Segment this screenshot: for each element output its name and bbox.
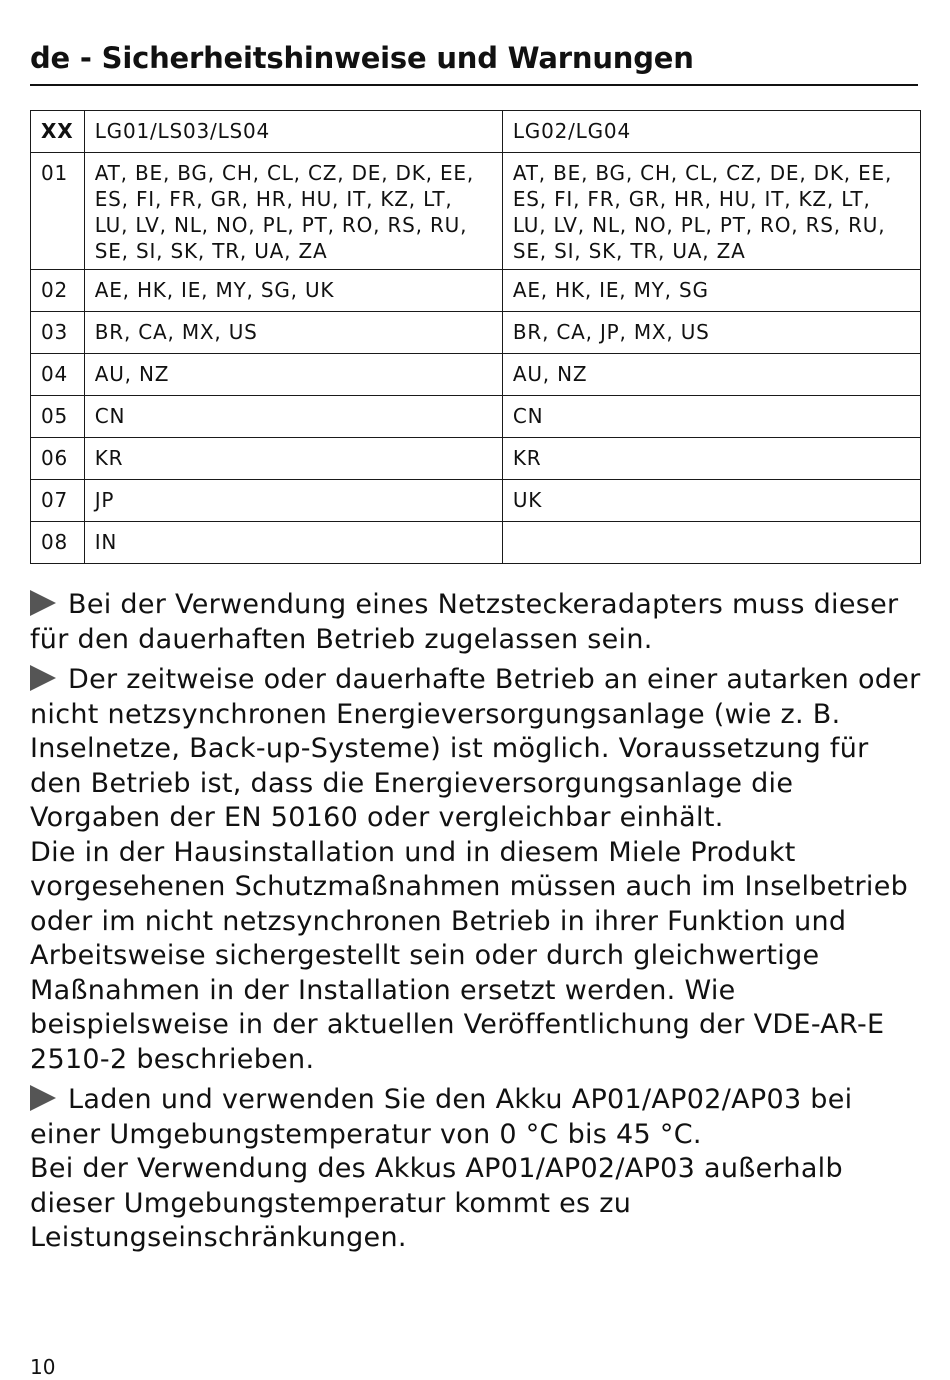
row-countries-cell: IN <box>84 522 502 564</box>
row-countries-cell: AU, NZ <box>502 354 920 396</box>
table-header-row <box>31 111 921 153</box>
table-row <box>31 354 921 396</box>
safety-instructions <box>30 588 925 1262</box>
table-row <box>31 522 921 564</box>
header-cell-code: XX <box>31 111 85 153</box>
arrow-right-icon <box>30 665 56 691</box>
row-countries-cell: BR, CA, JP, MX, US <box>502 312 920 354</box>
table-row <box>31 480 921 522</box>
instruction-text: Laden und verwenden Sie den Akku AP01/AP02/AP03 bei einer Umgebungstemperatur von 0 °C bis 45 °C. <box>30 1084 853 1150</box>
row-code-cell: 03 <box>31 312 85 354</box>
row-countries-cell: AE, HK, IE, MY, SG <box>502 270 920 312</box>
instruction-text: Bei der Verwendung eines Netzsteckeradapters muss dieser für den dauerhaften Betrieb zugelassen sein. <box>30 589 899 655</box>
row-countries-cell: KR <box>84 438 502 480</box>
row-code-cell: 08 <box>31 522 85 564</box>
instruction-battery-continuation: Bei der Verwendung des Akkus AP01/AP02/AP03 außerhalb dieser Umgebungstemperatur kommt es zu Leistungseinschränkungen. <box>30 1153 843 1253</box>
row-code-cell: 07 <box>31 480 85 522</box>
title-divider <box>30 84 918 86</box>
row-countries-cell: UK <box>502 480 920 522</box>
row-code-cell: 05 <box>31 396 85 438</box>
header-cell-lg02-lg04: LG02/LG04 <box>502 111 920 153</box>
row-countries-cell: AU, NZ <box>84 354 502 396</box>
header-cell-lg01-ls03-ls04: LG01/LS03/LS04 <box>84 111 502 153</box>
row-code-cell: 04 <box>31 354 85 396</box>
table-row <box>31 396 921 438</box>
instruction-text: Der zeitweise oder dauerhafte Betrieb an einer autarken oder nicht netzsynchronen Energieversorgungsanlage (wie z. B. Inselnetze, Back-up-Systeme) ist möglich. Voraussetzung für den Betrieb ist, dass die Energieversorgungsanlage die Vorgaben der EN 50160 oder vergleichbar einhält. <box>30 664 921 833</box>
instruction-battery-temperature <box>30 1083 925 1152</box>
row-countries-cell: BR, CA, MX, US <box>84 312 502 354</box>
row-countries-cell: JP <box>84 480 502 522</box>
row-code-cell: 02 <box>31 270 85 312</box>
row-countries-cell: CN <box>84 396 502 438</box>
row-countries-cell: AE, HK, IE, MY, SG, UK <box>84 270 502 312</box>
page-title: de - Sicherheitshinweise und Warnungen <box>30 41 694 75</box>
row-countries-cell: AT, BE, BG, CH, CL, CZ, DE, DK, EE, ES, FI, FR, GR, HR, HU, IT, KZ, LT, LU, LV, NL, NO, PL, PT, RO, RS, RU, SE, SI, SK, TR, UA, ZA <box>502 153 920 270</box>
table-row <box>31 153 921 270</box>
table-row <box>31 438 921 480</box>
instruction-power-adapter <box>30 588 925 657</box>
row-countries-cell: CN <box>502 396 920 438</box>
instruction-offgrid-operation <box>30 663 925 836</box>
instruction-offgrid-continuation: Die in der Hausinstallation und in diesem Miele Produkt vorgesehenen Schutzmaßnahmen müssen auch im Inselbetrieb oder im nicht netzsynchronen Betrieb in ihrer Funktion und Arbeitsweise sichergestellt sein oder durch gleichwertige Maßnahmen in der Installation ersetzt werden. Wie beispielsweise in der aktuellen Veröffentlichung der VDE-AR-E 2510-2 beschrieben. <box>30 836 909 1075</box>
row-countries-cell <box>502 522 920 564</box>
country-code-table <box>30 110 921 564</box>
arrow-right-icon <box>30 1085 56 1111</box>
table-row <box>31 312 921 354</box>
table-row <box>31 270 921 312</box>
row-countries-cell: AT, BE, BG, CH, CL, CZ, DE, DK, EE, ES, FI, FR, GR, HR, HU, IT, KZ, LT, LU, LV, NL, NO, PL, PT, RO, RS, RU, SE, SI, SK, TR, UA, ZA <box>84 153 502 270</box>
row-code-cell: 06 <box>31 438 85 480</box>
arrow-right-icon <box>30 590 56 616</box>
row-code-cell: 01 <box>31 153 85 270</box>
page-number: 10 <box>30 1355 56 1379</box>
row-countries-cell: KR <box>502 438 920 480</box>
